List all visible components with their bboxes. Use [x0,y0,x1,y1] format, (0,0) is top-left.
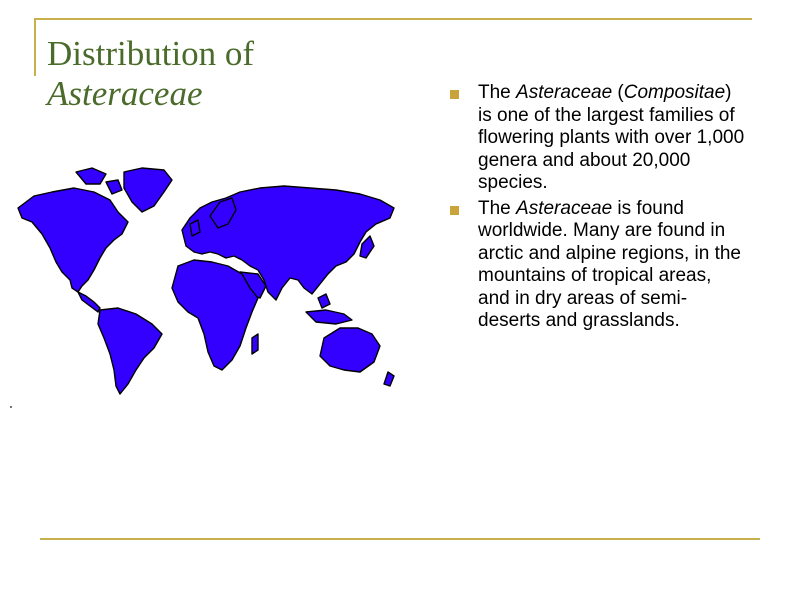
new-zealand-shape [384,372,394,386]
greenland-shape [124,168,172,212]
bottom-rule [40,538,760,540]
left-rule [34,18,36,76]
bullet-square-icon [450,90,459,99]
world-map [14,162,400,398]
bullet-item [448,198,748,333]
slide-title [47,34,407,114]
top-rule [34,18,752,20]
title-line-1: Distribution of [47,34,255,73]
bullet-italic-text: Asteraceae [516,82,613,103]
stray-dot [10,406,12,408]
bullet-italic-text: Compositae [623,82,726,103]
madagascar-shape [252,334,258,354]
bullet-text: is found worldwide. Many are found in arctic and alpine regions, in the mountains of tropical areas, and in dry areas of semi-deserts and grasslands. [478,197,741,331]
bullet-text: The [478,82,517,103]
world-map-graphic [14,162,400,398]
central-america-shape [78,292,100,312]
bullet-text: The [478,197,517,219]
bullet-italic-text: Asteraceae [516,197,613,219]
bullet-item [448,82,748,195]
bullet-square-icon [450,206,459,215]
north-america-shape [18,188,128,292]
bullet-text: ( [612,82,624,103]
south-america-shape [98,308,162,394]
bullet-text: ) is one of the largest families of flowering plants with over 1,000 genera and about 20,000 species. [478,82,745,193]
southeast-asia-islands-shape [306,294,352,324]
australia-shape [320,328,380,372]
title-line-2: Asteraceae [47,74,203,113]
bullet-list [448,82,748,336]
